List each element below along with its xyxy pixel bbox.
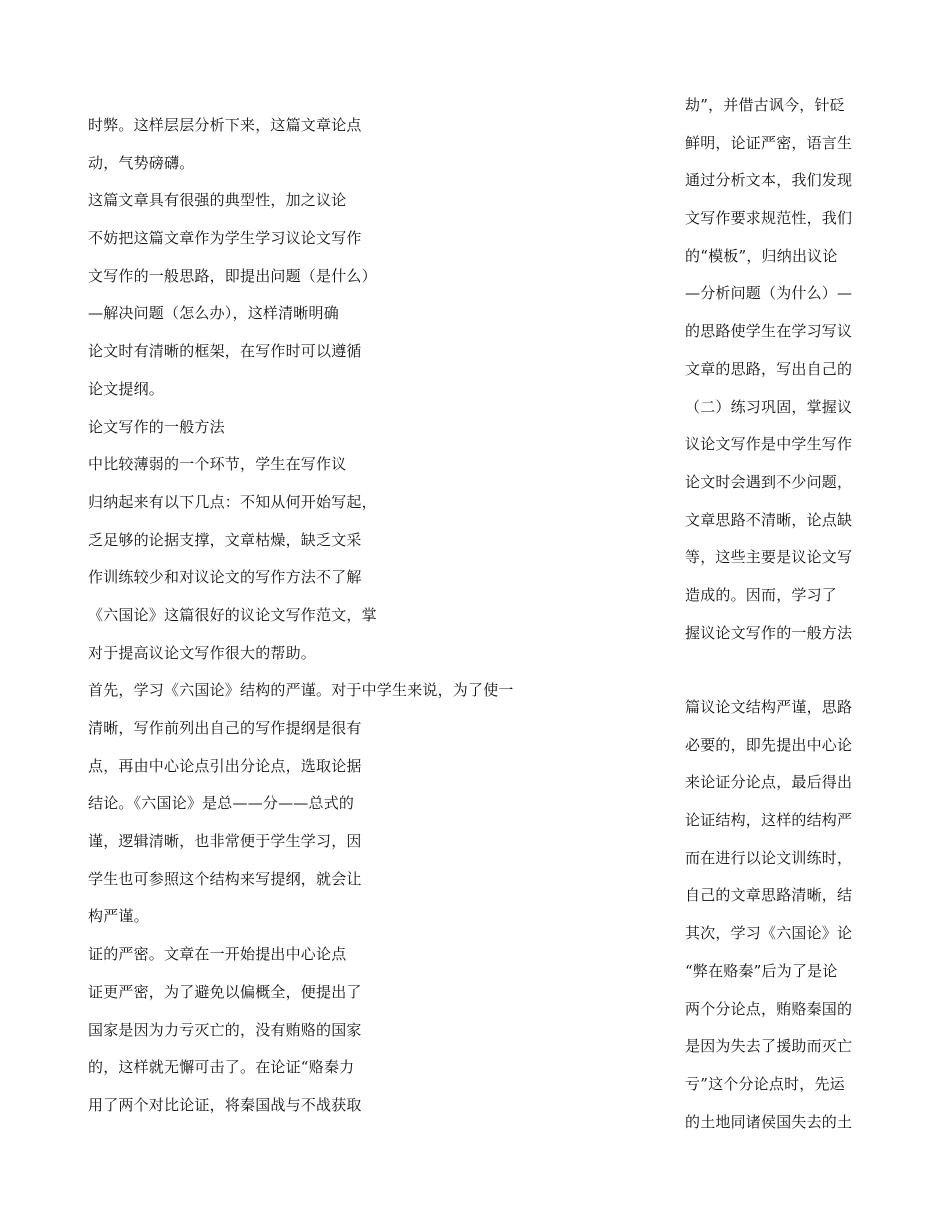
text-line: 点，再由中心论点引出分论点，选取论据	[88, 756, 362, 775]
text-line: 作训练较少和对议论文的写作方法不了解	[88, 568, 362, 587]
text-line: 篇议论文结构严谨，思路	[685, 698, 853, 716]
text-line: 对于提高议论文写作很大的帮助。	[88, 643, 317, 662]
text-line: —解决问题（怎么办），这样清晰明确	[88, 304, 339, 323]
text-line: 时弊。这样层层分析下来，这篇文章论点	[88, 116, 362, 134]
text-line: 首先，学习《六国论》结构的严谨。对于中学生来说，为了使一	[88, 681, 514, 700]
text-line: “弊在赂秦”后为了是论	[685, 961, 838, 980]
text-line: 议论文写作是中学生写作	[685, 435, 853, 454]
text-line: 论证结构，这样的结构严	[685, 811, 853, 830]
text-line: 必要的，即先提出中心论	[685, 735, 853, 754]
text-line: 文写作要求规范性，我们	[685, 209, 853, 228]
text-line: 证的严密。文章在一开始提出中心论点	[88, 945, 347, 964]
text-line: 造成的。因而，学习了	[685, 585, 838, 604]
text-line: 是因为失去了援助而灭亡	[685, 1037, 853, 1056]
text-line: 论文写作的一般方法	[88, 417, 225, 436]
text-line: 归纳起来有以下几点：不知从何开始写起，	[88, 492, 377, 511]
text-line: 文写作的一般思路，即提出问题（是什么）	[88, 266, 377, 285]
text-line: 乏足够的论据支撑，文章枯燥，缺乏文采	[88, 530, 362, 549]
text-line: 用了两个对比论证，将秦国战与不战获取	[88, 1095, 362, 1114]
text-line: 这篇文章具有很强的典型性，加之议论	[88, 191, 347, 210]
text-line: 来论证分论点，最后得出	[685, 773, 853, 792]
text-line: 动，气势磅礴。	[88, 153, 195, 172]
text-line: 文章思路不清晰，论点缺	[685, 510, 853, 529]
text-line: 中比较薄弱的一个环节，学生在写作议	[88, 455, 347, 474]
text-line: 亏”这个分论点时，先运	[685, 1074, 845, 1093]
text-line: 文章的思路，写出自己的	[685, 359, 853, 378]
text-line: 的“模板”，归纳出议论	[685, 246, 838, 265]
text-line: 学生也可参照这个结构来写提纲，就会让	[88, 869, 362, 888]
text-line: 的土地同诸侯国失去的土	[685, 1112, 853, 1131]
text-line: 而在进行以论文训练时，	[685, 848, 853, 867]
text-line: （二）练习巩固，掌握议	[685, 397, 853, 416]
left-text-column	[88, 107, 548, 1125]
text-line: 握议论文写作的一般方法	[685, 623, 853, 642]
text-line: 两个分论点，贿赂秦国的	[685, 999, 853, 1018]
text-line: 不妨把这篇文章作为学生学习议论文写作	[88, 229, 362, 248]
text-line: 论文时有清晰的框架，在写作时可以遵循	[88, 342, 362, 361]
right-text-column-top	[685, 87, 935, 652]
text-line: 鲜明，论证严密，语言生	[685, 133, 853, 152]
text-line: 自己的文章思路清晰，结	[685, 886, 853, 905]
text-line: —分析问题（为什么）—	[685, 284, 853, 303]
text-line: 论文时会遇到不少问题，	[685, 472, 853, 491]
right-text-column-bottom	[685, 689, 935, 1141]
text-line: 其次，学习《六国论》论	[685, 924, 853, 943]
text-line: 通过分析文本，我们发现	[685, 171, 853, 190]
text-line: 谨，逻辑清晰，也非常便于学生学习，因	[88, 832, 362, 851]
text-line: 论文提纲。	[88, 379, 165, 398]
text-line: 构严谨。	[88, 907, 149, 926]
text-line: 《六国论》这篇很好的议论文写作范文，掌	[88, 605, 377, 624]
text-line: 的，这样就无懈可击了。在论证“赂秦力	[88, 1058, 355, 1077]
text-line: 等，这些主要是议论文写	[685, 548, 853, 567]
text-line: 的思路使学生在学习写议	[685, 322, 853, 341]
text-line: 结论。《六国论》是总——分——总式的	[88, 794, 355, 813]
text-line: 国家是因为力亏灭亡的，没有贿赂的国家	[88, 1020, 362, 1039]
text-line: 劫”，并借古讽今，针砭	[685, 96, 845, 114]
text-line: 清晰，写作前列出自己的写作提纲是很有	[88, 719, 362, 737]
text-line: 证更严密，为了避免以偏概全，便提出了	[88, 982, 362, 1001]
